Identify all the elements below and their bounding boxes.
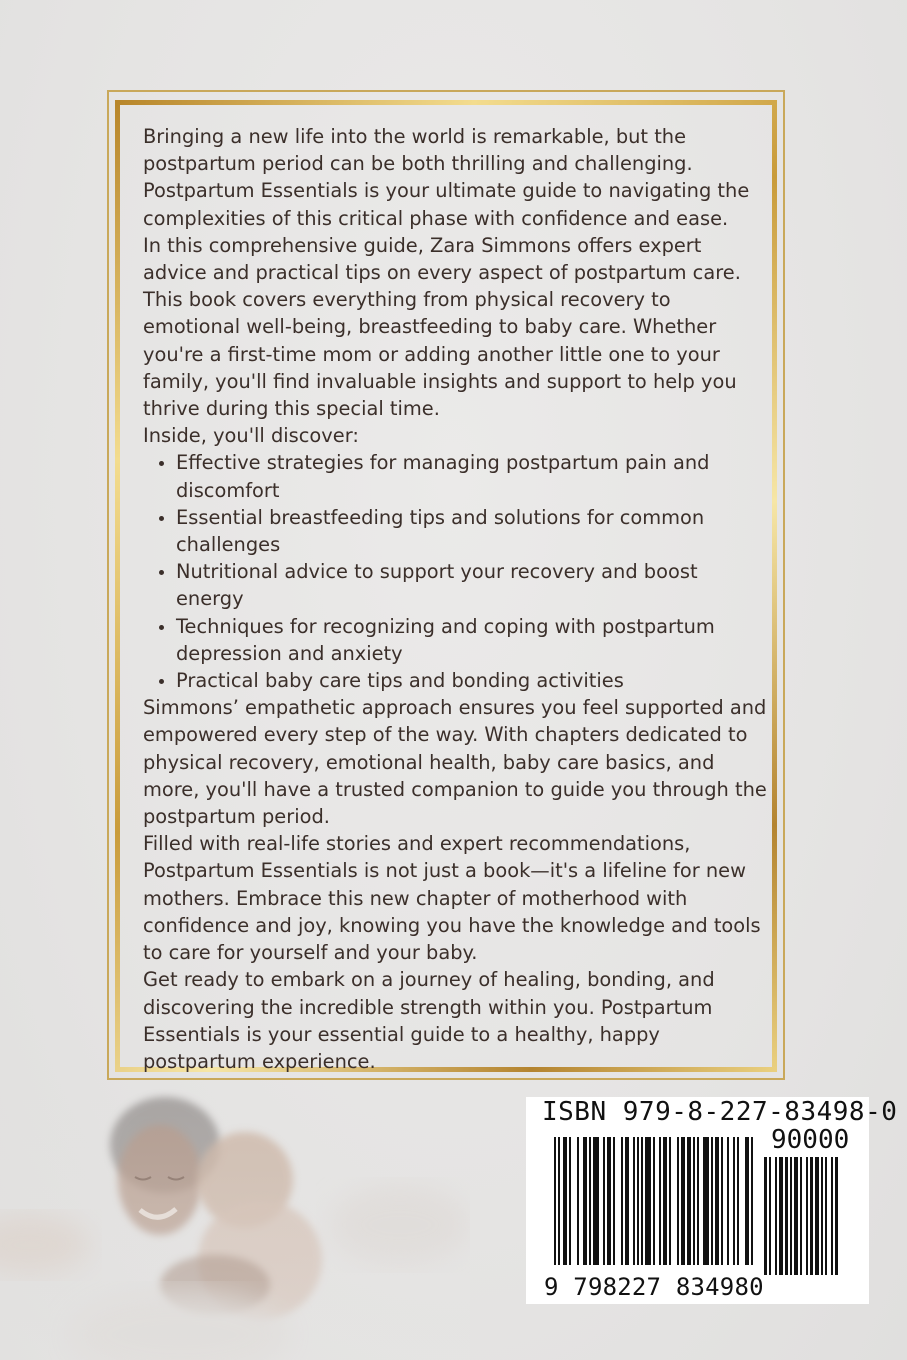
isbn-label: ISBN 979-8-227-83498-0 [542, 1097, 898, 1127]
addon-code: 90000 [771, 1125, 850, 1155]
list-item: • Practical baby care tips and bonding activities [176, 667, 768, 694]
barcode-bars-icon [554, 1137, 754, 1277]
list-item: • Techniques for recognizing and coping with postpartum depression and anxiety [176, 613, 768, 667]
paragraph-4: Filled with real-life stories and expert recommendations, Postpartum Essentials is not just a book—it's a lifeline for new mothers. Embrace this new chapter of motherhood with confidence and joy, knowing you have the knowledge and tools to care for yourself and your baby. [143, 832, 761, 965]
list-item: • Nutritional advice to support your recovery and boost energy [176, 558, 768, 612]
addon-barcode-bars-icon [764, 1157, 856, 1277]
barcode-digits: 9 798227 834980 [544, 1273, 764, 1301]
list-heading: Inside, you'll discover: [143, 424, 359, 448]
list-item: • Essential breastfeeding tips and solutions for common challenges [176, 504, 768, 558]
isbn-barcode [526, 1097, 898, 1304]
intro-paragraph-2: In this comprehensive guide, Zara Simmons offers expert advice and practical tips on every aspect of postpartum care. This book covers everything from physical recovery to emotional well-being, breastfeeding to baby care. Whether you're a first-time mom or adding another little one to your family, you'll find invaluable insights and support to help you thrive during this special time. [143, 233, 741, 421]
paragraph-3: Simmons’ empathetic approach ensures you feel supported and empowered every step of the way. With chapters dedicated to physical recovery, emotional health, baby care basics, and more, you'll have a trusted companion to guide you through the postpartum period. [143, 696, 767, 829]
mother-baby-photo [0, 1085, 470, 1360]
paragraph-5: Get ready to embark on a journey of healing, bonding, and discovering the incredible strength within you. Postpartum Essentials is your essential guide to a healthy, happy postpartum experience. [143, 968, 715, 1073]
list-item: • Effective strategies for managing postpartum pain and discomfort [176, 449, 768, 503]
photo-illustration [0, 1085, 470, 1360]
intro-paragraph-1: Bringing a new life into the world is remarkable, but the postpartum period can be both thrilling and challenging. Postpartum Essentials is your ultimate guide to navigating the complexities of this critical phase with confidence and ease. [143, 125, 750, 230]
discover-list [143, 449, 768, 694]
back-cover-blurb [143, 123, 768, 1075]
